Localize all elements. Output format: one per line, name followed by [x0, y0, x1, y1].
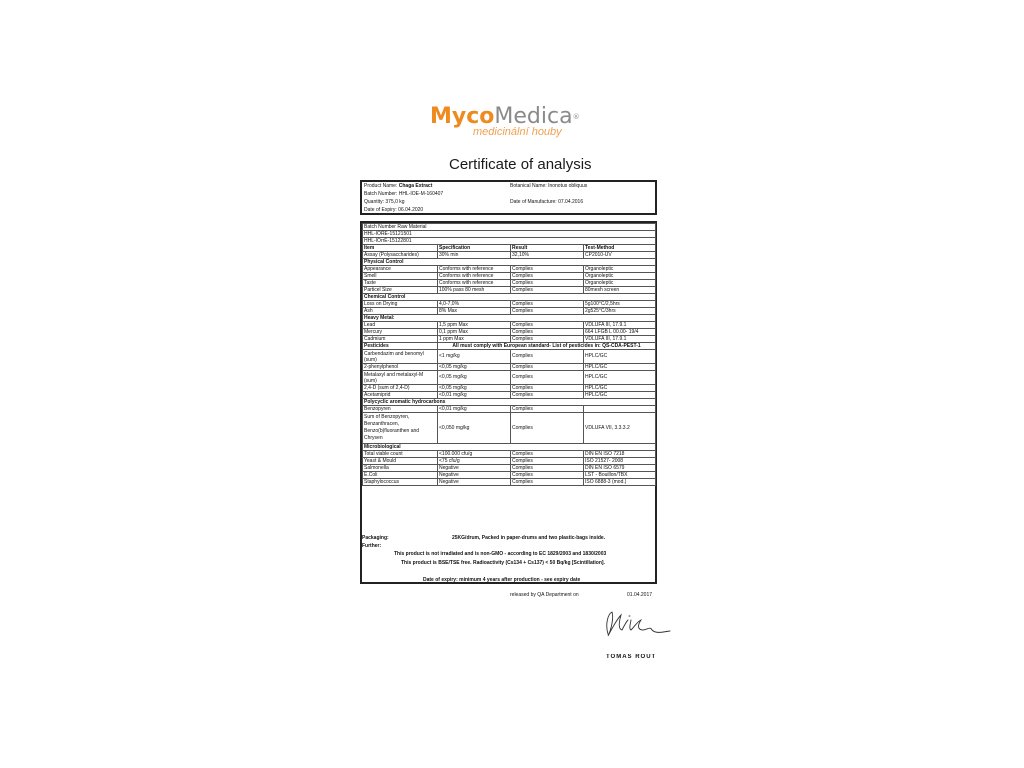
table-cell: 2,4-D (sum of 2,4-D) — [363, 385, 438, 392]
table-cell — [584, 406, 656, 413]
section-row — [363, 259, 656, 266]
table-cell: <0,01 mg/kg — [438, 392, 511, 399]
table-cell: Metalaxyl and metalaxyl-M (sum) — [363, 371, 438, 385]
section-row — [363, 399, 656, 406]
table-cell: Complies — [511, 472, 584, 479]
table-cell: Lead — [363, 322, 438, 329]
table-cell: 1,5 ppm Max — [438, 322, 511, 329]
non-gmo-statement: This product is not irradiated and is non-GMO - according to EC 1829/2003 and 1830/2003 — [394, 551, 607, 557]
table-row — [363, 385, 656, 392]
batch-number: Batch Number: HHL-IOE-M-160407 — [364, 191, 444, 197]
table-cell: Staphylococcus — [363, 479, 438, 486]
table-cell: 664 LFGB L 00.00- 19/4 — [584, 329, 656, 336]
table-cell: Ash — [363, 308, 438, 315]
table-cell: Complies — [511, 392, 584, 399]
table-cell: Complies — [511, 308, 584, 315]
table-cell: Yeast & Mould — [363, 458, 438, 465]
table-cell: <0,01 mg/kg — [438, 406, 511, 413]
table-cell: Sum of Benzopyren, Benzanthracen, Benzo(b)fluoranthen and Chrysen — [363, 413, 438, 444]
table-cell: Carbendazim and benomyl (sum) — [363, 350, 438, 364]
table-cell: Conforms with reference — [438, 273, 511, 280]
table-row — [363, 451, 656, 458]
signature-image — [600, 608, 690, 642]
table-cell: HPLC/GC — [584, 385, 656, 392]
table-cell: 80mesh screen — [584, 287, 656, 294]
table-cell: Negative — [438, 479, 511, 486]
table-row — [363, 273, 656, 280]
document-title: Certificate of analysis — [449, 156, 592, 173]
table-row — [363, 231, 656, 238]
table-cell: CP2010-UV — [584, 252, 656, 259]
table-cell: Organoleptic — [584, 273, 656, 280]
table-cell: <0,050 mg/kg — [438, 413, 511, 444]
table-cell: 100% pass 80 mesh — [438, 287, 511, 294]
table-cell: Appearance — [363, 266, 438, 273]
section-row — [363, 343, 656, 350]
packaging-text: 25KG/drum, Packed in paper-drums and two plastic-bags inside. — [452, 535, 606, 541]
logo-wordmark: MycoMedica® — [430, 104, 580, 129]
table-row — [363, 266, 656, 273]
table-cell: <0,05 mg/kg — [438, 371, 511, 385]
table-cell: 32,10% — [511, 252, 584, 259]
table-cell: 4,0-7,0% — [438, 301, 511, 308]
table-row — [363, 472, 656, 479]
expiry-statement: Date of expiry: minimum 4 years after production - see expiry date — [423, 577, 581, 583]
table-row — [363, 479, 656, 486]
pesticides-note: All must comply with European standard- List of pesticides in: QS-CDA-PEST-1 — [438, 343, 656, 350]
table-cell: <1 mg/kg — [438, 350, 511, 364]
table-cell: 2g525°C/3hrs — [584, 308, 656, 315]
table-cell: Acetamiprid — [363, 392, 438, 399]
table-row — [363, 301, 656, 308]
table-row — [363, 224, 656, 231]
table-cell: DIN EN ISO 7218 — [584, 451, 656, 458]
botanical-name: Botanical Name: Inonotus obliquus — [510, 183, 588, 189]
table-row — [363, 465, 656, 472]
analysis-box — [360, 221, 657, 584]
table-cell: Complies — [511, 350, 584, 364]
table-cell: Complies — [511, 280, 584, 287]
table-cell: Complies — [511, 371, 584, 385]
table-cell: Complies — [511, 413, 584, 444]
table-cell: Taste — [363, 280, 438, 287]
table-cell: Organoleptic — [584, 280, 656, 287]
quantity: Quantity: 375,0 kg — [364, 199, 405, 205]
table-cell: ISO 21527- 2008 — [584, 458, 656, 465]
table-cell: Complies — [511, 322, 584, 329]
column-header: Item — [363, 245, 438, 252]
section-title: Polycyclic aromatic hydrocarbons — [363, 399, 656, 406]
table-cell: Complies — [511, 364, 584, 371]
table-cell: HPLC/GC — [584, 392, 656, 399]
table-cell: Complies — [511, 458, 584, 465]
column-header: Result — [511, 245, 584, 252]
table-cell: <0,05 mg/kg — [438, 385, 511, 392]
table-cell: Loss on Drying — [363, 301, 438, 308]
table-cell: Complies — [511, 406, 584, 413]
section-title: Pesticides — [363, 343, 438, 350]
column-header: Specification — [438, 245, 511, 252]
expiry-date: Date of Expiry: 06.04.2020 — [364, 207, 424, 213]
release-text: released by QA Department on — [510, 592, 579, 598]
raw-material-label: Batch Number Raw Material — [363, 224, 656, 231]
table-row — [363, 287, 656, 294]
table-row — [363, 252, 656, 259]
table-cell: Conforms with reference — [438, 266, 511, 273]
table-cell: HPLC/GC — [584, 371, 656, 385]
manufacture-date: Date of Manufacture: 07.04.2016 — [510, 199, 584, 205]
product-name: Product Name: Chaga Extract — [364, 183, 433, 189]
section-row — [363, 315, 656, 322]
table-cell: Salmonella — [363, 465, 438, 472]
table-cell: Cadmium — [363, 336, 438, 343]
section-row — [363, 444, 656, 451]
table-cell: Total viable count — [363, 451, 438, 458]
column-header: Test-Method — [584, 245, 656, 252]
table-row — [363, 238, 656, 245]
product-header-box — [360, 180, 657, 215]
table-row — [363, 392, 656, 399]
table-cell: Complies — [511, 336, 584, 343]
table-cell: VDLUFA III, 17.9.1 — [584, 336, 656, 343]
table-row — [363, 280, 656, 287]
table-cell: VDLUFA VII, 3.3.3.2 — [584, 413, 656, 444]
table-cell: Complies — [511, 465, 584, 472]
analysis-table — [362, 223, 656, 486]
brand-logo — [430, 106, 600, 142]
table-cell: Assay (Polysaccharides) — [363, 252, 438, 259]
table-row — [363, 413, 656, 444]
table-cell: <100.000 cfu/g — [438, 451, 511, 458]
table-cell: 1 ppm Max — [438, 336, 511, 343]
further-label: Further: — [362, 543, 382, 549]
table-cell: HPLC/GC — [584, 350, 656, 364]
raw-material-batch: HHL-IOrrE-15122801 — [363, 238, 656, 245]
table-row — [363, 371, 656, 385]
table-cell: Smell — [363, 273, 438, 280]
table-cell: Complies — [511, 273, 584, 280]
table-row — [363, 322, 656, 329]
table-cell: 0,1 ppm Max — [438, 329, 511, 336]
logo-tagline: medicinální houby — [473, 126, 562, 138]
table-cell: 30% min — [438, 252, 511, 259]
table-cell: Negative — [438, 472, 511, 479]
signatory-name: TOMAS ROUT — [606, 654, 657, 658]
table-cell: ISO 6888-3 (mod.) — [584, 479, 656, 486]
section-row — [363, 294, 656, 301]
table-cell: Conforms with reference — [438, 280, 511, 287]
table-cell: 5g100°C/2,5hrs — [584, 301, 656, 308]
bse-statement: This product is BSE/TSE free. Radioactivity (Cs134 + Cs137) < 50 Bq/kg [Scintillation]. — [401, 560, 605, 566]
table-cell: <0,05 mg/kg — [438, 364, 511, 371]
table-cell: VDLUFA III, 17.9.1 — [584, 322, 656, 329]
table-cell: Complies — [511, 266, 584, 273]
table-row — [363, 458, 656, 465]
table-cell: DIN EN ISO 6579 — [584, 465, 656, 472]
table-cell: Mercury — [363, 329, 438, 336]
packaging-label: Packaging: — [362, 535, 389, 541]
section-title: Chemical Control — [363, 294, 656, 301]
table-row — [363, 308, 656, 315]
table-row — [363, 329, 656, 336]
table-cell: Benzopyren — [363, 406, 438, 413]
table-cell: Complies — [511, 287, 584, 294]
section-title: Microbiological — [363, 444, 656, 451]
table-cell: Complies — [511, 329, 584, 336]
table-cell: Complies — [511, 479, 584, 486]
release-date: 01.04.2017 — [627, 592, 653, 598]
table-cell: 2-phenylphenol — [363, 364, 438, 371]
table-cell: Complies — [511, 451, 584, 458]
table-cell: E.Coli — [363, 472, 438, 479]
table-row — [363, 350, 656, 364]
table-row — [363, 406, 656, 413]
table-cell: Particel Size — [363, 287, 438, 294]
table-cell: 8% Max — [438, 308, 511, 315]
table-cell: Complies — [511, 385, 584, 392]
table-cell: LST - Bouillon/TBX — [584, 472, 656, 479]
table-row — [363, 364, 656, 371]
raw-material-batch: HHL-IORE-15121501 — [363, 231, 656, 238]
table-cell: HPLC/GC — [584, 364, 656, 371]
table-cell: Organoleptic — [584, 266, 656, 273]
table-row — [363, 336, 656, 343]
header-row — [363, 245, 656, 252]
table-cell: Complies — [511, 301, 584, 308]
section-title: Physical Control — [363, 259, 656, 266]
table-cell: <75 cfu/g — [438, 458, 511, 465]
table-cell: Negative — [438, 465, 511, 472]
section-title: Heavy Metal: — [363, 315, 656, 322]
